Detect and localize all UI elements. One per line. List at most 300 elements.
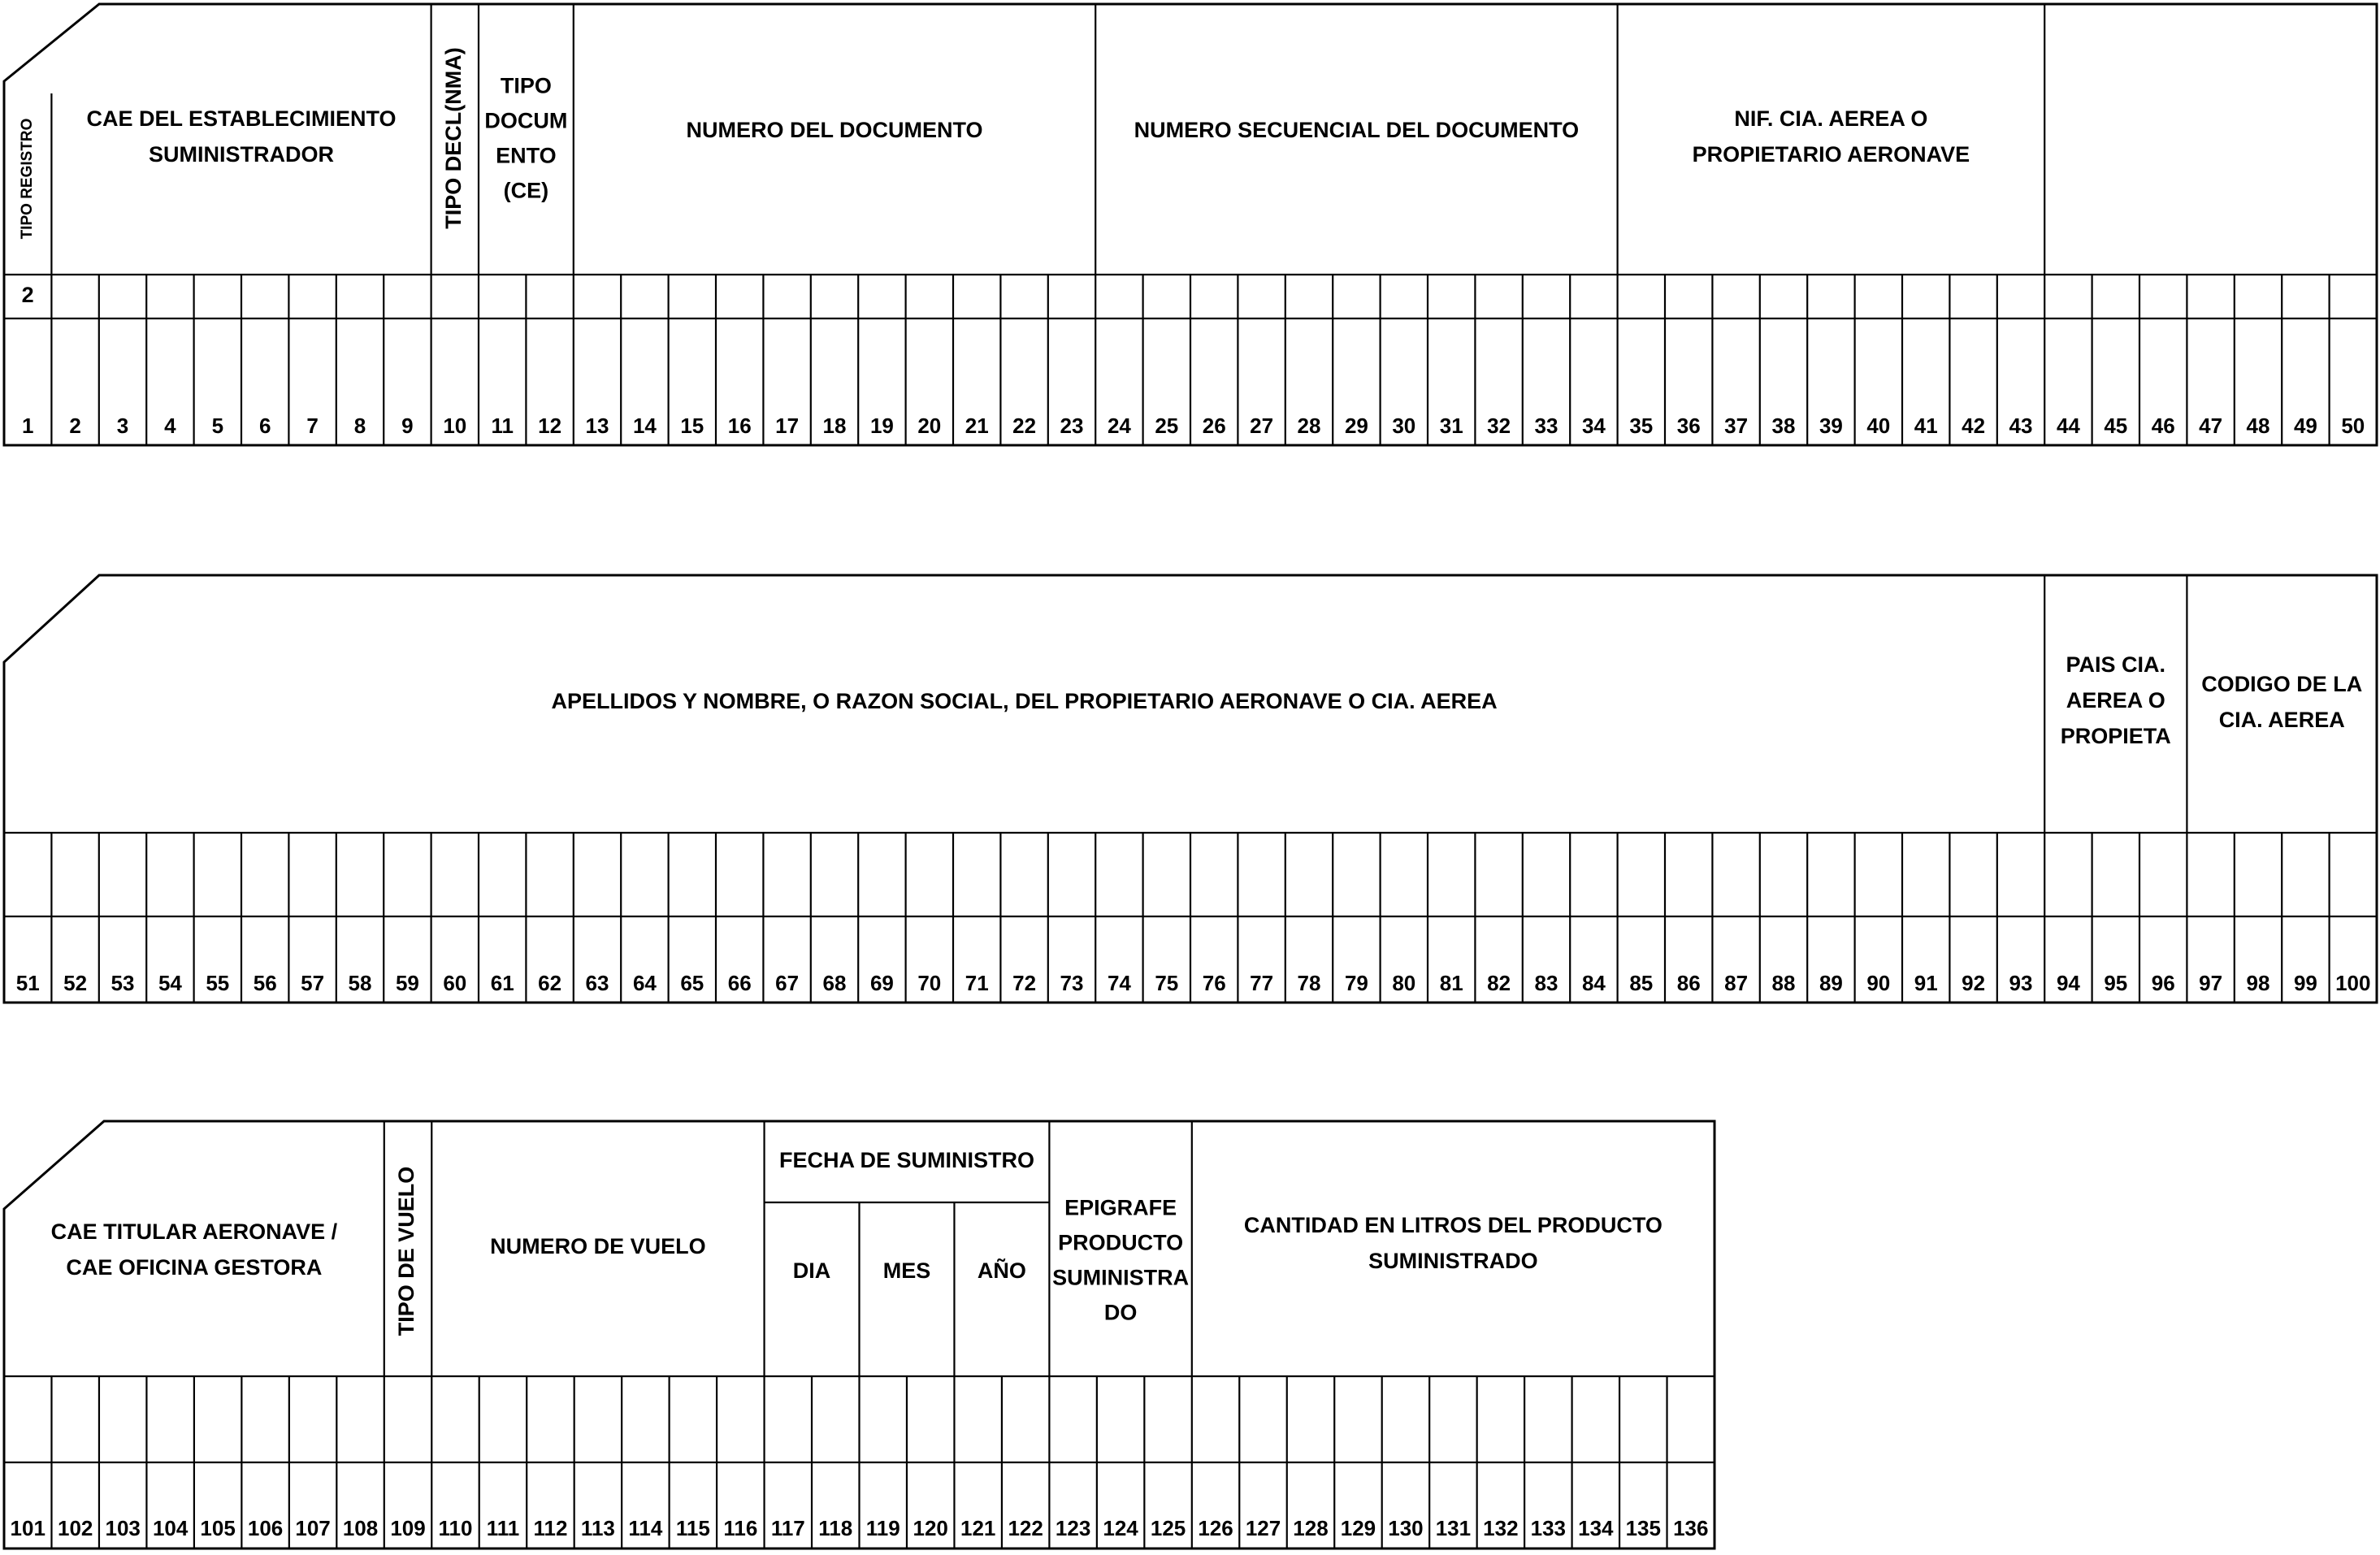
row2-position-number: 84 [1581,970,1606,995]
row3-input-cell[interactable] [6,1378,50,1461]
row2-position-number: 89 [1819,970,1843,995]
row3-position-number: 131 [1435,1515,1472,1540]
row1-position-number: 25 [1155,413,1179,438]
row1-input-cell[interactable] [860,276,904,317]
row2-input-cell[interactable] [1050,834,1094,915]
row3-input-cell[interactable] [1289,1378,1333,1461]
row3-input-cell[interactable] [1574,1378,1618,1461]
row1-input-cell[interactable] [1334,276,1378,317]
row1-input-cell[interactable] [1619,276,1663,317]
row2-input-cell[interactable] [1904,834,1948,915]
row1-position-number: 20 [917,413,942,438]
row2-position-number: 91 [1914,970,1938,995]
row2-input-cell[interactable] [243,834,287,915]
row3-input-cell[interactable] [1241,1378,1285,1461]
cantidad-label-line-2: SUMINISTRADO [1368,1249,1538,1274]
row1-input-cell[interactable] [385,276,429,317]
row2-input-cell[interactable] [1334,834,1378,915]
row2-position-number: 65 [680,970,704,995]
row1-position-number: 3 [116,413,129,438]
row2-input-cell[interactable] [1951,834,1995,915]
apellidos-label: APELLIDOS Y NOMBRE, O RAZON SOCIAL, DEL PROPIETARIO AERONAVE O CIA. AEREA [551,689,1498,714]
row1-position-number: 5 [211,413,224,438]
row2-position-number: 62 [538,970,562,995]
row3-input-cell[interactable] [528,1378,572,1461]
row3-position-number: 118 [818,1515,853,1540]
row2-input-cell[interactable] [196,834,240,915]
row3-position-number: 132 [1483,1515,1519,1540]
row1-position-number: 29 [1344,413,1368,438]
row2-input-cell[interactable] [1809,834,1853,915]
row1-input-cell[interactable] [148,276,192,317]
row2-input-cell[interactable] [2188,834,2232,915]
row2-input-cell[interactable] [1002,834,1046,915]
row1-input-cell[interactable] [1714,276,1758,317]
row3-position-number: 133 [1530,1515,1567,1540]
row2-input-cell[interactable] [2236,834,2280,915]
pais-cia-label-line-2: AEREA O [2066,688,2165,713]
epigrafe-label-line-2: PRODUCTO [1058,1230,1184,1255]
row3-input-cell[interactable] [1479,1378,1523,1461]
row1-input-cell[interactable] [433,276,477,317]
tipo-documento-label-line-4: (CE) [503,178,549,203]
row1-position-number: 38 [1771,413,1796,438]
row2-position-number: 53 [111,970,135,995]
row1-input-cell[interactable] [813,276,856,317]
row2-position-number: 52 [63,970,88,995]
row1-input-cell[interactable] [1050,276,1094,317]
row1-input-cell[interactable] [1999,276,2043,317]
row3-input-cell[interactable] [1336,1378,1380,1461]
row1-position-number: 9 [401,413,414,438]
row1-position-number: 47 [2199,413,2223,438]
row2-position-number: 98 [2246,970,2270,995]
row2-position-number: 54 [158,970,182,995]
row3-position-number: 126 [1198,1515,1233,1540]
row1-position-number: 6 [258,413,271,438]
row2-position-number: 55 [206,970,230,995]
row2-position-number: 73 [1060,970,1084,995]
row2-position-number: 92 [1962,970,1986,995]
row2-input-cell[interactable] [148,834,192,915]
epigrafe-label-line-3: SUMINISTRA [1052,1265,1190,1290]
row2-position-number: 100 [2335,970,2371,995]
row2-position-number: 97 [2199,970,2223,995]
row3-position-number: 130 [1388,1515,1424,1540]
cae-establecimiento-label-line-1: CAE DEL ESTABLECIMIENTO [86,106,397,132]
row1-position-number: 7 [306,413,319,438]
row1-position-number: 43 [2009,413,2033,438]
row1-position-number: 22 [1012,413,1037,438]
row2-position-number: 96 [2151,970,2175,995]
row2-input-cell[interactable] [2331,834,2375,915]
row2-position-number: 78 [1297,970,1321,995]
row2-position-number: 81 [1439,970,1463,995]
row2-input-cell[interactable] [433,834,477,915]
row1-position-number: 35 [1629,413,1654,438]
row1-position-number: 30 [1392,413,1416,438]
row1-position-number: 37 [1724,413,1749,438]
row1-position-number: 16 [727,413,752,438]
row1-input-cell[interactable] [622,276,666,317]
row1-input-cell[interactable] [1097,276,1141,317]
row2-input-cell[interactable] [955,834,999,915]
row2-input-cell[interactable] [1524,834,1568,915]
cantidad-label-line-1: CANTIDAD EN LITROS DEL PRODUCTO [1243,1213,1663,1238]
row3-position-number: 103 [105,1515,141,1540]
row3-input-cell[interactable] [576,1378,620,1461]
row2-position-number: 68 [822,970,847,995]
cae-titular-label-line-1: CAE TITULAR AERONAVE / [50,1219,338,1245]
row1-position-number: 18 [822,413,847,438]
row2-input-cell[interactable] [480,834,524,915]
row1-input-cell[interactable] [1145,276,1189,317]
row2-input-cell[interactable] [2094,834,2138,915]
row3-input-cell[interactable] [338,1378,382,1461]
row3-position-number: 115 [675,1515,710,1540]
row2-position-number: 51 [15,970,40,995]
row3-position-number: 120 [913,1515,948,1540]
codigo-cia-label-line-2: CIA. AEREA [2218,708,2345,733]
row3-input-cell[interactable] [1621,1378,1665,1461]
row1-input-cell[interactable] [2283,276,2327,317]
row2-position-number: 75 [1155,970,1179,995]
row1-position-number: 33 [1534,413,1558,438]
row1-input-cell[interactable] [2236,276,2280,317]
row2-input-cell[interactable] [101,834,145,915]
row1-input-cell[interactable] [243,276,287,317]
tipo-registro-label: TIPO REGISTRO [19,118,37,240]
row3-position-number: 111 [486,1515,520,1540]
row2-input-cell[interactable] [1999,834,2043,915]
row1-position-number: 8 [353,413,366,438]
row2-position-number: 57 [301,970,325,995]
row1-position-number: 4 [164,413,176,438]
row3-input-cell[interactable] [148,1378,192,1461]
row1-position-number: 2 [69,413,81,438]
row1-input-cell[interactable] [1382,276,1426,317]
row2-input-cell[interactable] [1192,834,1236,915]
row3-input-cell[interactable] [908,1378,952,1461]
epigrafe-label-line-4: DO [1103,1300,1138,1325]
row2-input-cell[interactable] [622,834,666,915]
row1-position-number: 48 [2246,413,2270,438]
row2-position-number: 87 [1724,970,1749,995]
row3-position-number: 136 [1673,1515,1709,1540]
row2-input-cell[interactable] [2141,834,2185,915]
row3-input-cell[interactable] [196,1378,240,1461]
row1-position-number: 23 [1060,413,1084,438]
row3-position-number: 112 [533,1515,568,1540]
row3-input-cell[interactable] [101,1378,145,1461]
row3-position-number: 122 [1008,1515,1043,1540]
row2-position-number: 77 [1250,970,1274,995]
nif-cia-label-line-2: PROPIETARIO AERONAVE [1692,142,1970,167]
row1-position-number: 34 [1581,413,1606,438]
row1-input-cell[interactable] [1857,276,1901,317]
row3-input-cell[interactable] [53,1378,97,1461]
row3-input-cell[interactable] [1051,1378,1095,1461]
row2-input-cell[interactable] [385,834,429,915]
row1-input-cell[interactable] [53,276,97,317]
row1-position-number: 39 [1819,413,1843,438]
row1-position-number: 32 [1487,413,1511,438]
row1-position-number: 42 [1962,413,1986,438]
row1-input-cell[interactable] [1809,276,1853,317]
row3-input-cell[interactable] [291,1378,335,1461]
nif-cia-label-line-1: NIF. CIA. AEREA O [1734,106,1928,132]
tipo-registro-value: 2 [21,283,34,308]
row1-input-cell[interactable] [575,276,619,317]
row1-position-number: 36 [1676,413,1701,438]
numero-documento-label: NUMERO DEL DOCUMENTO [686,118,983,143]
row3-position-number: 114 [628,1515,663,1540]
row2-input-cell[interactable] [1762,834,1806,915]
row1-input-cell[interactable] [1904,276,1948,317]
row1-position-number: 27 [1250,413,1274,438]
row1-position-number: 14 [632,413,657,438]
row3-input-cell[interactable] [671,1378,715,1461]
fecha-suministro-label: FECHA DE SUMINISTRO [778,1148,1034,1173]
row2-input-cell[interactable] [53,834,97,915]
row2-input-cell[interactable] [717,834,761,915]
row2-position-number: 85 [1629,970,1654,995]
row3-input-cell[interactable] [861,1378,905,1461]
row1-input-cell[interactable] [2188,276,2232,317]
row3-position-number: 123 [1055,1515,1091,1540]
row2-input-cell[interactable] [1667,834,1710,915]
row1-input-cell[interactable] [196,276,240,317]
row1-input-cell[interactable] [101,276,145,317]
row3-position-number: 104 [152,1515,189,1540]
row1-input-cell[interactable] [480,276,524,317]
row2-position-number: 59 [395,970,419,995]
row1-position-number: 13 [585,413,609,438]
row3-position-number: 124 [1103,1515,1138,1540]
row3-position-number: 127 [1245,1515,1281,1540]
row2-input-cell[interactable] [1382,834,1426,915]
row1-position-number: 41 [1914,413,1938,438]
row2-position-number: 80 [1392,970,1416,995]
row3-input-cell[interactable] [433,1378,477,1461]
codigo-cia-label-line-1: CODIGO DE LA [2201,672,2363,697]
dia-label: DIA [792,1258,831,1284]
row2-input-cell[interactable] [765,834,809,915]
row3-input-cell[interactable] [1431,1378,1475,1461]
tipo-documento-label-line-3: ENTO [496,143,557,168]
row1-position-number: 40 [1866,413,1891,438]
pais-cia-label-line-3: PROPIETA [2060,724,2171,749]
row2-position-number: 71 [965,970,989,995]
row3-input-cell[interactable] [1384,1378,1428,1461]
row2-input-cell[interactable] [908,834,952,915]
row1-position-number: 26 [1202,413,1226,438]
row1-position-number: 46 [2151,413,2175,438]
row1-position-number: 45 [2104,413,2128,438]
row2-input-cell[interactable] [1239,834,1283,915]
row1-position-number: 28 [1297,413,1321,438]
row2-input-cell[interactable] [2283,834,2327,915]
row1-input-cell[interactable] [2331,276,2375,317]
row2-position-number: 56 [253,970,277,995]
row2-input-cell[interactable] [1287,834,1331,915]
row1-input-cell[interactable] [1762,276,1806,317]
row3-input-cell[interactable] [956,1378,999,1461]
row1-input-cell[interactable] [1476,276,1520,317]
row1-input-cell[interactable] [290,276,334,317]
row1-input-cell[interactable] [1524,276,1568,317]
row2-input-cell[interactable] [1571,834,1615,915]
row3-position-number: 129 [1340,1515,1376,1540]
row3-input-cell[interactable] [1004,1378,1047,1461]
row3-position-number: 105 [200,1515,236,1540]
row3-position-number: 113 [580,1515,615,1540]
row1-position-number: 10 [443,413,467,438]
row3-input-cell[interactable] [386,1378,430,1461]
row1-input-cell[interactable] [2046,276,2090,317]
row2-position-number: 70 [917,970,942,995]
row2-position-number: 99 [2293,970,2317,995]
row2-position-number: 60 [443,970,467,995]
row1-input-cell[interactable] [765,276,809,317]
row1-input-cell[interactable] [1002,276,1046,317]
row2-input-cell[interactable] [813,834,856,915]
row3-input-cell[interactable] [766,1378,810,1461]
row2-input-cell[interactable] [338,834,382,915]
row1-input-cell[interactable] [1287,276,1331,317]
row2-input-cell[interactable] [2046,834,2090,915]
row3-position-number: 108 [342,1515,379,1540]
grid-lines [4,4,2377,1549]
row2-position-number: 86 [1676,970,1701,995]
row3-input-cell[interactable] [1526,1378,1570,1461]
row2-input-cell[interactable] [1145,834,1189,915]
row3-position-number: 128 [1293,1515,1329,1540]
tipo-decl-label: TIPO DECL(NMA) [440,47,466,229]
row1-input-cell[interactable] [338,276,382,317]
row2-input-cell[interactable] [670,834,714,915]
row3-position-number: 116 [723,1515,758,1540]
row3-input-cell[interactable] [1194,1378,1238,1461]
row1-position-number: 44 [2056,413,2080,438]
row2-input-cell[interactable] [6,834,50,915]
row1-input-cell[interactable] [1571,276,1615,317]
row3-position-number: 134 [1578,1515,1614,1540]
row3-input-cell[interactable] [243,1378,287,1461]
row2-position-number: 88 [1771,970,1796,995]
row1-input-cell[interactable] [2141,276,2185,317]
form-text [11,47,2371,1540]
row1-position-number: 31 [1439,413,1463,438]
row1-position-number: 15 [680,413,704,438]
row3-position-number: 107 [295,1515,331,1540]
row3-input-cell[interactable] [623,1378,667,1461]
row1-input-cell[interactable] [1429,276,1473,317]
row1-position-number: 12 [538,413,562,438]
row2-input-cell[interactable] [1429,834,1473,915]
row1-input-cell[interactable] [1239,276,1283,317]
row3-position-number: 117 [770,1515,805,1540]
row3-input-cell[interactable] [1146,1378,1190,1461]
row2-position-number: 72 [1012,970,1037,995]
row2-position-number: 64 [632,970,657,995]
row3-position-number: 119 [865,1515,900,1540]
row2-position-number: 61 [490,970,514,995]
cae-establecimiento-label-line-2: SUMINISTRADOR [149,142,334,167]
row2-position-number: 94 [2056,970,2080,995]
row3-position-number: 102 [58,1515,93,1540]
row2-position-number: 90 [1866,970,1891,995]
row1-input-cell[interactable] [670,276,714,317]
row2-position-number: 82 [1487,970,1511,995]
row3-input-cell[interactable] [1669,1378,1713,1461]
row2-input-cell[interactable] [527,834,571,915]
row1-input-cell[interactable] [2094,276,2138,317]
row2-position-number: 69 [869,970,894,995]
row1-position-number: 11 [491,413,514,438]
row3-position-number: 101 [10,1515,46,1540]
row3-position-number: 106 [247,1515,284,1540]
row2-input-cell[interactable] [290,834,334,915]
row2-input-cell[interactable] [575,834,619,915]
row2-input-cell[interactable] [1714,834,1758,915]
row2-position-number: 79 [1344,970,1368,995]
row1-input-cell[interactable] [955,276,999,317]
pais-cia-label-line-1: PAIS CIA. [2066,652,2166,678]
row2-input-cell[interactable] [1097,834,1141,915]
row3-input-cell[interactable] [718,1378,762,1461]
row2-input-cell[interactable] [860,834,904,915]
row3-position-number: 121 [960,1515,996,1540]
row2-input-cell[interactable] [1619,834,1663,915]
tipo-documento-label-line-2: DOCUM [484,108,568,133]
row2-position-number: 83 [1534,970,1558,995]
row2-position-number: 58 [348,970,372,995]
tipo-documento-label-line-1: TIPO [500,73,552,98]
row2-position-number: 93 [2009,970,2033,995]
row3-position-number: 125 [1150,1515,1186,1540]
row1-input-cell[interactable] [717,276,761,317]
row1-position-number: 21 [965,413,989,438]
numero-vuelo-label: NUMERO DE VUELO [490,1234,706,1259]
row3-position-number: 110 [438,1515,473,1540]
row3-input-cell[interactable] [813,1378,857,1461]
row1-position-number: 1 [21,413,34,438]
numero-secuencial-label: NUMERO SECUENCIAL DEL DOCUMENTO [1134,118,1580,143]
row1-position-number: 24 [1107,413,1131,438]
row1-position-number: 19 [869,413,894,438]
row2-position-number: 67 [775,970,800,995]
row2-input-cell[interactable] [1476,834,1520,915]
row2-position-number: 76 [1202,970,1226,995]
row1-input-cell[interactable] [908,276,952,317]
row3-position-number: 109 [390,1515,426,1540]
row3-input-cell[interactable] [1099,1378,1142,1461]
row1-input-cell[interactable] [527,276,571,317]
anio-label: AÑO [977,1258,1026,1284]
row2-position-number: 63 [585,970,609,995]
row1-input-cell[interactable] [1951,276,1995,317]
row1-input-cell[interactable] [1667,276,1710,317]
row1-position-number: 17 [775,413,800,438]
row2-position-number: 74 [1107,970,1131,995]
tipo-vuelo-label: TIPO DE VUELO [394,1166,419,1336]
row1-position-number: 50 [2341,413,2365,438]
row2-input-cell[interactable] [1857,834,1901,915]
row3-position-number: 135 [1625,1515,1661,1540]
row1-input-cell[interactable] [1192,276,1236,317]
row3-input-cell[interactable] [481,1378,525,1461]
